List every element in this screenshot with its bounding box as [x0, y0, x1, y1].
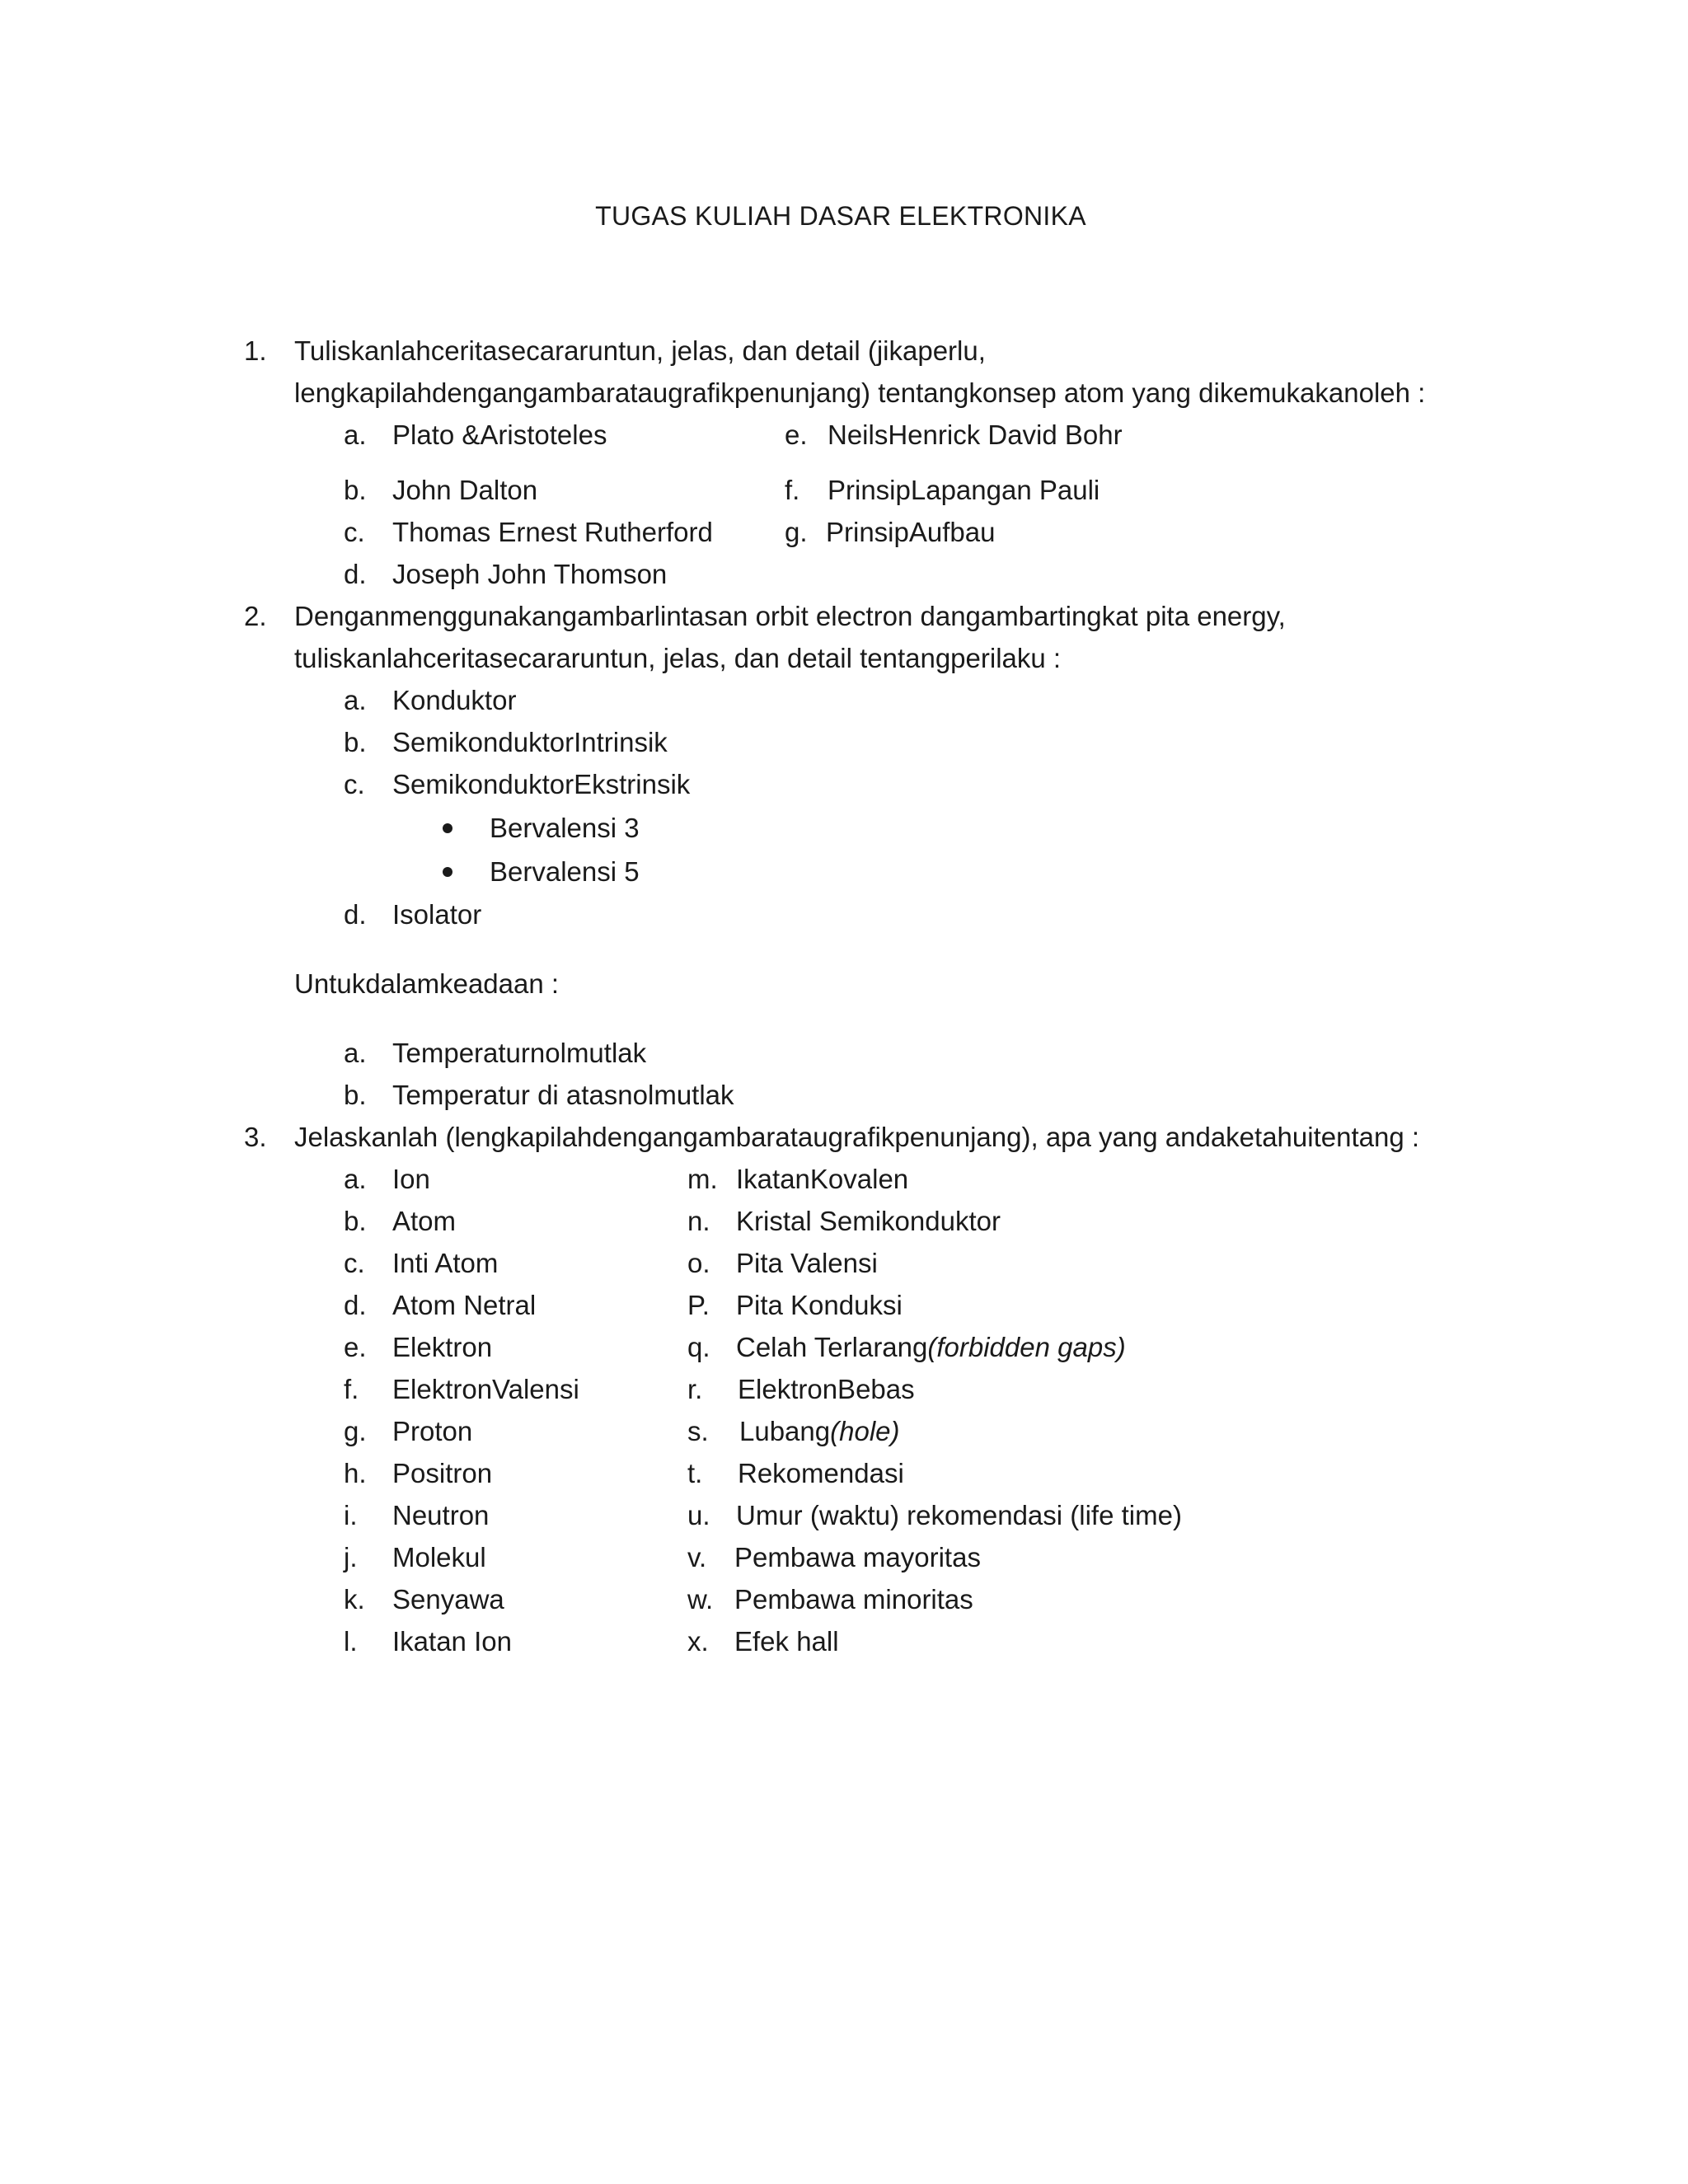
- q1-item-letter: e.: [785, 419, 808, 450]
- q2-bullet-text: Bervalensi 5: [490, 856, 640, 887]
- q2-condition-text: Temperaturnolmutlak: [392, 1038, 647, 1068]
- q1-item-text: NeilsHenrick David Bohr: [828, 419, 1123, 450]
- bullet-icon: [443, 867, 452, 877]
- q3-right-letter: v.: [687, 1542, 707, 1572]
- q2-item-letter: c.: [344, 769, 365, 799]
- q3-left-letter: k.: [344, 1584, 365, 1615]
- q2-item-letter: b.: [344, 727, 367, 757]
- q3-right-text: Pembawa mayoritas: [734, 1542, 981, 1572]
- q1-item-letter: g.: [785, 517, 808, 547]
- term-text: Celah Terlarang: [736, 1332, 928, 1362]
- q3-right-text: IkatanKovalen: [736, 1164, 909, 1194]
- page-title: TUGAS KULIAH DASAR ELEKTRONIKA: [595, 201, 1086, 231]
- q2-item-text: Konduktor: [392, 685, 517, 715]
- q1-item-letter: b.: [344, 475, 367, 505]
- q1-item-text: PrinsipAufbau: [826, 517, 996, 547]
- q3-left-text: Inti Atom: [392, 1248, 499, 1278]
- question-2-line-1: Denganmenggunakangambarlintasan orbit electron dangambartingkat pita energy,: [294, 601, 1286, 631]
- q3-right-text: Kristal Semikonduktor: [736, 1206, 1001, 1236]
- q2-item-text: SemikonduktorIntrinsik: [392, 727, 668, 757]
- q3-left-text: Atom Netral: [392, 1290, 537, 1320]
- q3-left-text: Elektron: [392, 1332, 493, 1362]
- q3-left-text: Molekul: [392, 1542, 486, 1572]
- q3-left-text: Ikatan Ion: [392, 1626, 512, 1657]
- q3-left-letter: l.: [344, 1626, 358, 1657]
- question-1-number: 1.: [244, 335, 267, 366]
- q2-item-text: SemikonduktorEkstrinsik: [392, 769, 691, 799]
- bullet-icon: [443, 823, 452, 833]
- condition-label: Untukdalamkeadaan :: [294, 968, 560, 999]
- q3-right-letter: r.: [687, 1374, 703, 1404]
- term-italic-note: (hole): [830, 1416, 900, 1446]
- question-3-line-1: Jelaskanlah (lengkapilahdengangambarataugrafikpenunjang), apa yang andaketahuitentang :: [294, 1122, 1420, 1152]
- q3-left-text: Atom: [392, 1206, 457, 1236]
- q3-left-letter: a.: [344, 1164, 367, 1194]
- question-3-number: 3.: [244, 1122, 267, 1152]
- q1-item-text: Thomas Ernest Rutherford: [392, 517, 713, 547]
- q2-item-letter: a.: [344, 685, 367, 715]
- q3-right-letter: s.: [687, 1416, 709, 1446]
- q2-condition-text: Temperatur di atasnolmutlak: [392, 1080, 734, 1110]
- q3-right-text: ElektronBebas: [738, 1374, 915, 1404]
- term-text: Lubang: [739, 1416, 831, 1446]
- q3-left-letter: i.: [344, 1500, 358, 1530]
- q3-left-text: Neutron: [392, 1500, 490, 1530]
- question-2-line-2: tuliskanlahceritasecararuntun, jelas, dan detail tentangperilaku :: [294, 643, 1062, 673]
- q2-condition-letter: a.: [344, 1038, 367, 1068]
- q3-right-text: Pembawa minoritas: [734, 1584, 973, 1615]
- q3-right-letter: o.: [687, 1248, 710, 1278]
- q3-right-letter: m.: [687, 1164, 718, 1194]
- q1-item-text: PrinsipLapangan Pauli: [828, 475, 1100, 505]
- q3-left-text: Positron: [392, 1458, 493, 1488]
- q3-left-letter: e.: [344, 1332, 367, 1362]
- q3-left-text: Ion: [392, 1164, 430, 1194]
- q3-right-text: Umur (waktu) rekomendasi (life time): [736, 1500, 1182, 1530]
- q3-right-text: [736, 1331, 1126, 1364]
- question-2-number: 2.: [244, 601, 267, 631]
- q3-left-letter: c.: [344, 1248, 365, 1278]
- q3-right-letter: n.: [687, 1206, 710, 1236]
- q1-item-letter: c.: [344, 517, 365, 547]
- q2-bullet-text: Bervalensi 3: [490, 813, 640, 843]
- q3-left-text: Senyawa: [392, 1584, 504, 1615]
- q3-right-text: Efek hall: [734, 1626, 839, 1657]
- q3-right-text: Pita Valensi: [736, 1248, 878, 1278]
- q3-right-letter: x.: [687, 1626, 709, 1657]
- q3-left-letter: j.: [344, 1542, 358, 1572]
- q3-right-letter: u.: [687, 1500, 710, 1530]
- q3-left-letter: d.: [344, 1290, 367, 1320]
- q1-item-letter: f.: [785, 475, 800, 505]
- q1-item-text: Joseph John Thomson: [392, 559, 668, 589]
- q3-right-letter: w.: [687, 1584, 714, 1615]
- q3-right-text: Rekomendasi: [738, 1458, 904, 1488]
- q3-right-text: [739, 1415, 900, 1448]
- q3-right-letter: q.: [687, 1332, 710, 1362]
- q2-condition-letter: b.: [344, 1080, 367, 1110]
- q3-left-text: Proton: [392, 1416, 473, 1446]
- q2-item-text: Isolator: [392, 899, 482, 930]
- q1-item-letter: a.: [344, 419, 367, 450]
- question-1-line-1: Tuliskanlahceritasecararuntun, jelas, dan detail (jikaperlu,: [294, 335, 986, 366]
- q3-left-letter: g.: [344, 1416, 367, 1446]
- q1-item-text: Plato &Aristoteles: [392, 419, 607, 450]
- q3-right-text: Pita Konduksi: [736, 1290, 903, 1320]
- q3-left-letter: b.: [344, 1206, 367, 1236]
- q3-right-letter: P.: [687, 1290, 710, 1320]
- q3-left-letter: f.: [344, 1374, 359, 1404]
- q1-item-letter: d.: [344, 559, 367, 589]
- q3-left-text: ElektronValensi: [392, 1374, 579, 1404]
- term-italic-note: (forbidden gaps): [927, 1332, 1126, 1362]
- q3-right-letter: t.: [687, 1458, 703, 1488]
- q1-item-text: John Dalton: [392, 475, 538, 505]
- q3-left-letter: h.: [344, 1458, 367, 1488]
- q2-item-letter: d.: [344, 899, 367, 930]
- question-1-line-2: lengkapilahdengangambarataugrafikpenunjang) tentangkonsep atom yang dikemukakanoleh :: [294, 377, 1426, 408]
